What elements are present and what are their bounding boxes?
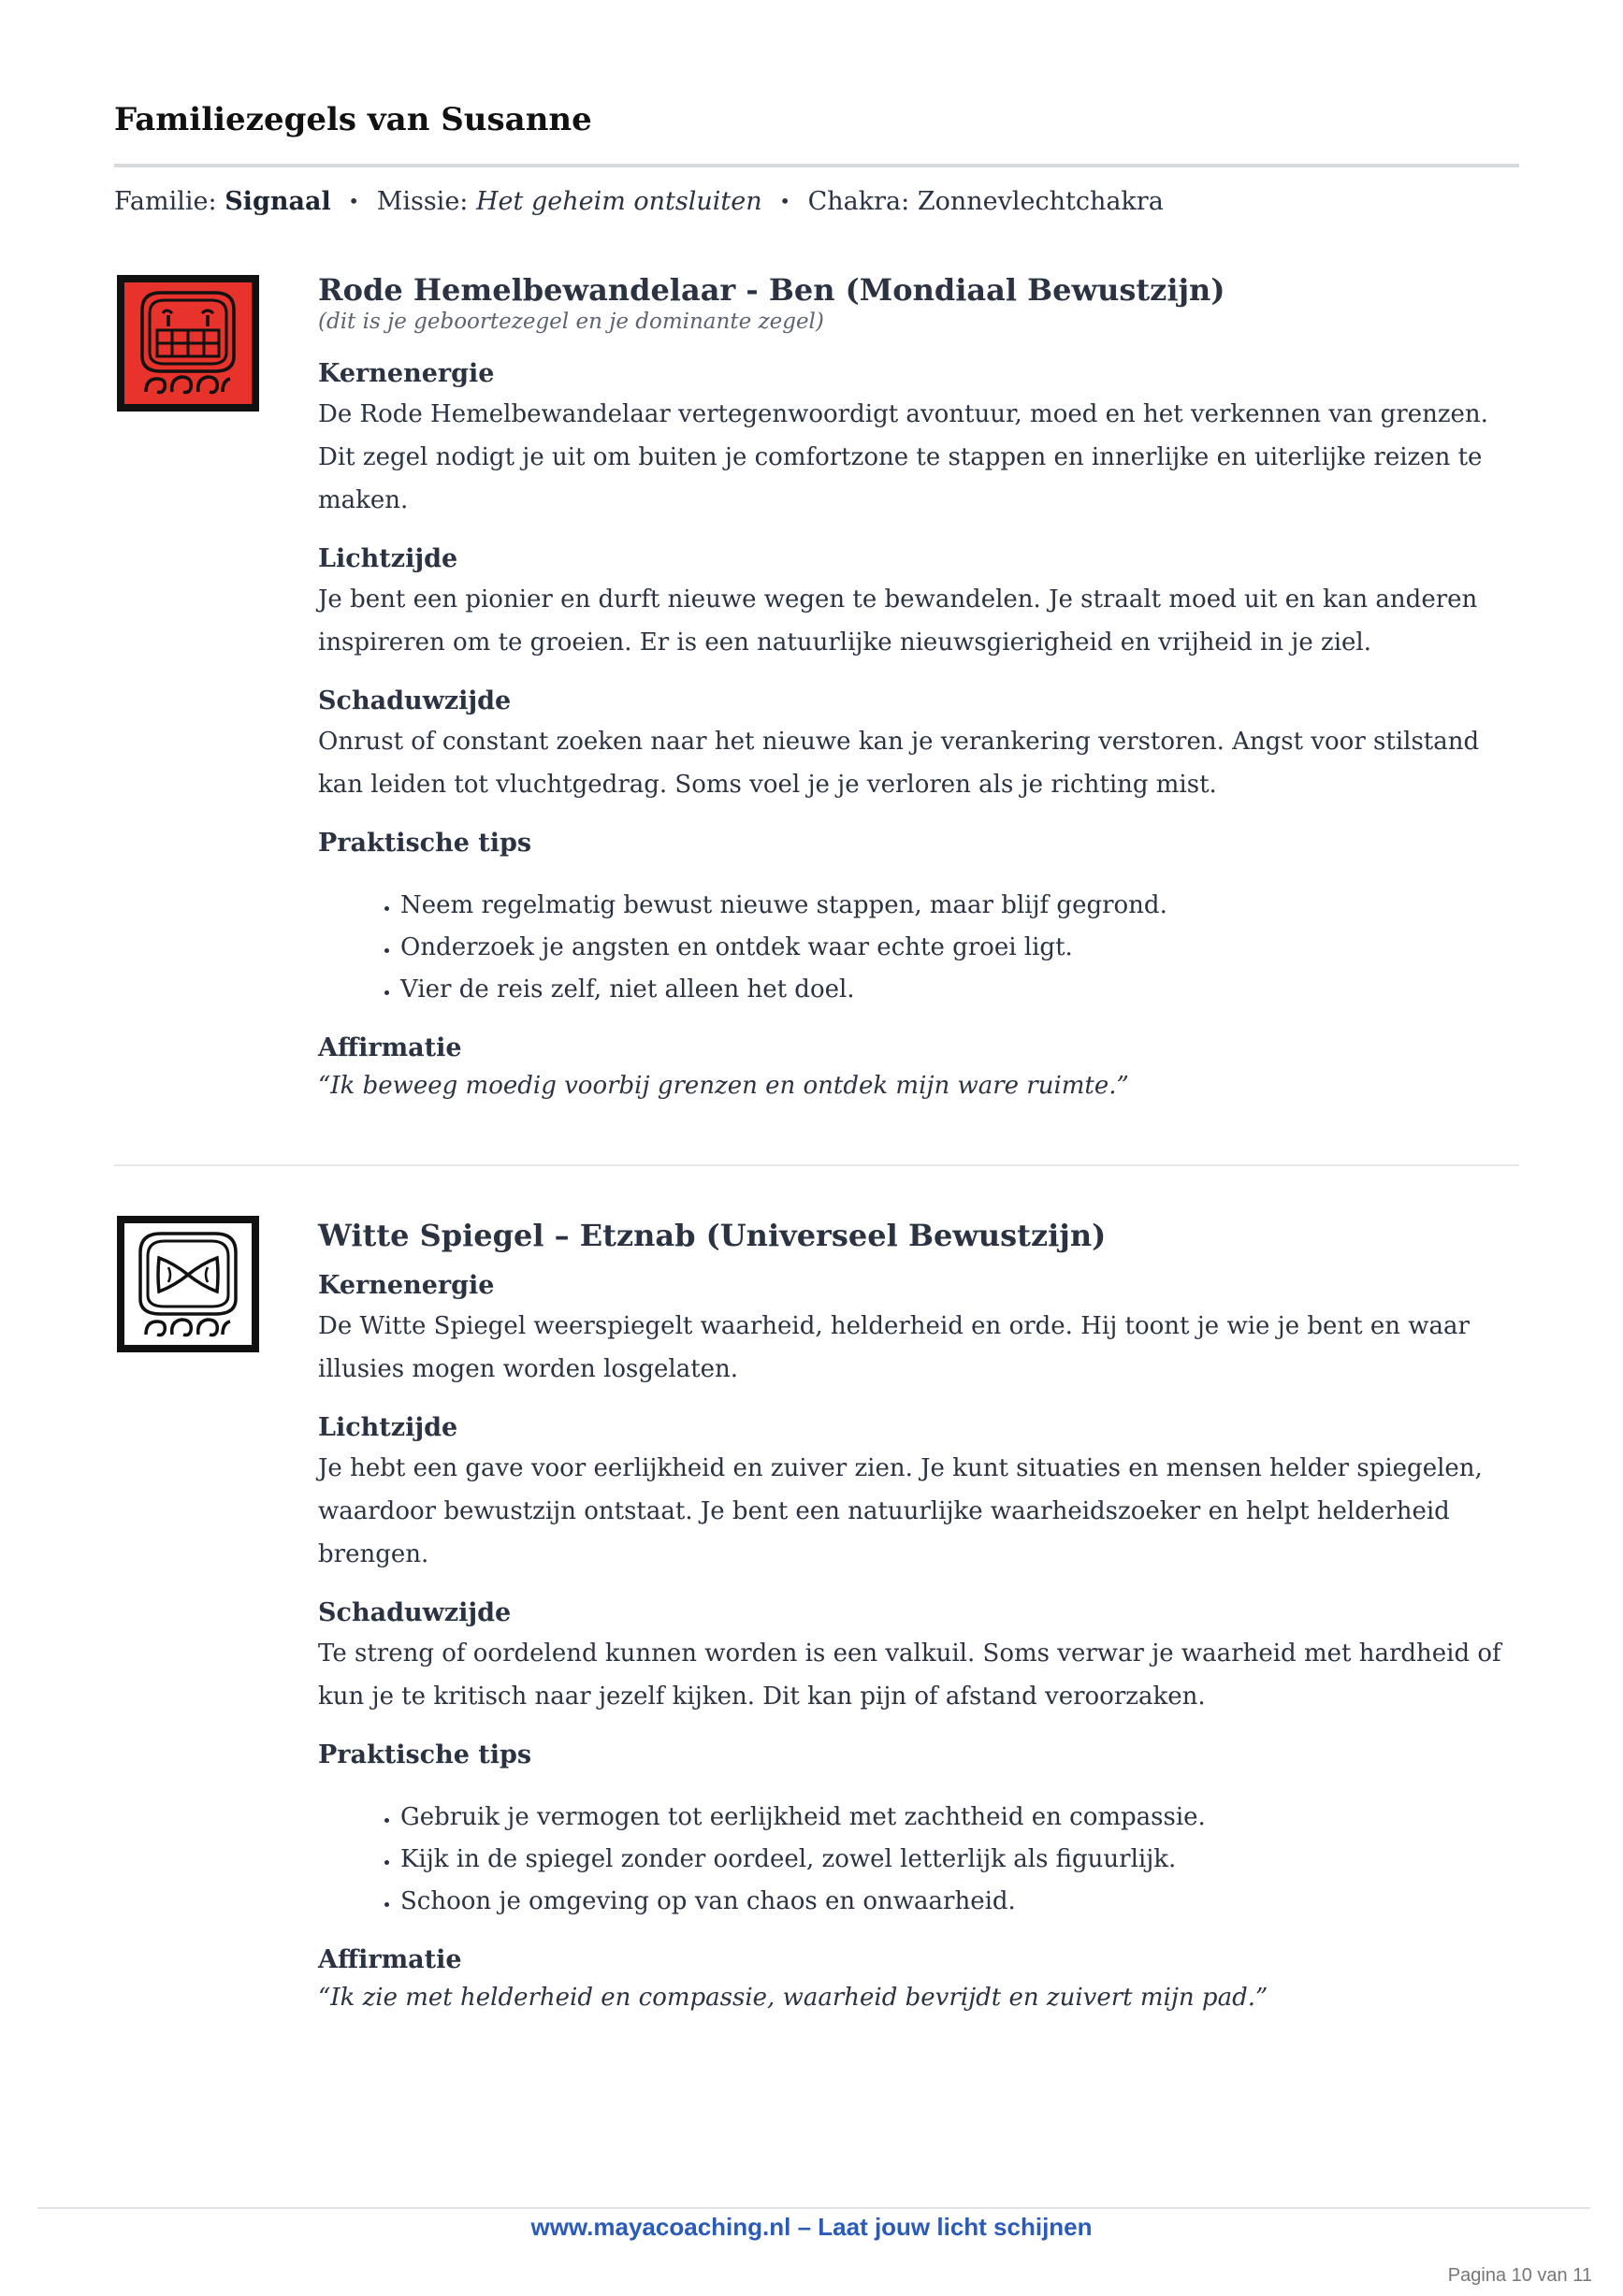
family-label: Familie: <box>114 187 217 216</box>
seal-section <box>318 1217 1525 2016</box>
light-side-heading: Lichtzijde <box>318 1413 458 1442</box>
seal-note: (dit is je geboortezegel en je dominante zegel) <box>318 310 824 334</box>
seal-title: Witte Spiegel – Etznab (Universeel Bewustzijn) <box>318 1218 1107 1253</box>
affirmation-heading: Affirmatie <box>318 1945 462 1974</box>
shadow-side-text: Te streng of oordelend kunnen worden is een valkuil. Soms verwar je waarheid met hardheid of kun je te kritisch naar jezelf kijken. Dit kan pijn of afstand veroorzaken. <box>318 1639 1501 1711</box>
core-energy-text: De Rode Hemelbewandelaar vertegenwoordigt avontuur, moed en het verkennen van grenzen. Dit zegel nodigt je uit om buiten je comfortzone te stappen en innerlijke en uiterlijke reizen te maken. <box>318 400 1488 514</box>
page-title: Familiezegels van Susanne <box>114 101 592 138</box>
list-item: • Schoon je omgeving op van chaos en onwaarheid. <box>400 1881 1525 1923</box>
tips-list <box>318 885 1525 1011</box>
shadow-side-heading: Schaduwzijde <box>318 1598 512 1627</box>
seal-section <box>318 271 1525 1105</box>
meta-separator: • <box>348 190 360 212</box>
skywalker-glyph-icon <box>114 272 262 414</box>
shadow-side-heading: Schaduwzijde <box>318 686 512 715</box>
mission-label: Missie: <box>376 187 469 216</box>
core-energy-text: De Witte Spiegel weerspiegelt waarheid, helderheid en orde. Hij toont je wie je bent en waar illusies mogen worden losgelaten. <box>318 1312 1470 1383</box>
tips-heading: Praktische tips <box>318 1740 532 1769</box>
core-energy-heading: Kernenergie <box>318 1271 495 1300</box>
light-side-text: Je hebt een gave voor eerlijkheid en zuiver zien. Je kunt situaties en mensen helder spiegelen, waardoor bewustzijn ontstaat. Je bent een natuurlijke waarheidszoeker en helpt helderheid brengen. <box>318 1454 1483 1568</box>
footer-divider <box>37 2207 1590 2209</box>
footer-website-link[interactable]: www.mayacoaching.nl – Laat jouw licht schijnen <box>530 2213 1093 2241</box>
meta-line <box>114 187 1164 216</box>
core-energy-heading: Kernenergie <box>318 359 495 388</box>
mission-value: Het geheim ontsluiten <box>476 187 762 216</box>
seal-title: Rode Hemelbewandelaar - Ben (Mondiaal Bewustzijn) <box>318 272 1225 308</box>
section-divider <box>114 1164 1519 1166</box>
tips-list <box>318 1797 1525 1923</box>
affirmation-heading: Affirmatie <box>318 1033 462 1062</box>
affirmation-text: “Ik zie met helderheid en compassie, waarheid bevrijdt en zuivert mijn pad.” <box>318 1984 1268 2012</box>
list-item: • Vier de reis zelf, niet alleen het doel. <box>400 969 1525 1011</box>
chakra-value: Zonnevlechtchakra <box>917 187 1164 216</box>
list-item: • Kijk in de spiegel zonder oordeel, zowel letterlijk als figuurlijk. <box>400 1839 1525 1881</box>
list-item: • Neem regelmatig bewust nieuwe stappen, maar blijf gegrond. <box>400 885 1525 927</box>
mirror-glyph-icon <box>114 1213 262 1355</box>
family-value: Signaal <box>225 187 331 216</box>
page-number: Pagina 10 van 11 <box>1447 2265 1592 2286</box>
affirmation-text: “Ik beweeg moedig voorbij grenzen en ontdek mijn ware ruimte.” <box>318 1072 1129 1100</box>
meta-separator: • <box>779 190 791 212</box>
light-side-heading: Lichtzijde <box>318 544 458 573</box>
light-side-text: Je bent een pionier en durft nieuwe wegen te bewandelen. Je straalt moed uit en kan anderen inspireren om te groeien. Er is een natuurlijke nieuwsgierigheid en vrijheid in je ziel. <box>318 585 1478 657</box>
tips-heading: Praktische tips <box>318 829 532 858</box>
list-item: • Gebruik je vermogen tot eerlijkheid met zachtheid en compassie. <box>400 1797 1525 1839</box>
shadow-side-text: Onrust of constant zoeken naar het nieuwe kan je verankering verstoren. Angst voor stilstand kan leiden tot vluchtgedrag. Soms voel je je verloren als je richting mist. <box>318 728 1480 799</box>
chakra-label: Chakra: <box>807 187 910 216</box>
list-item: • Onderzoek je angsten en ontdek waar echte groei ligt. <box>400 927 1525 969</box>
title-divider <box>114 164 1519 167</box>
